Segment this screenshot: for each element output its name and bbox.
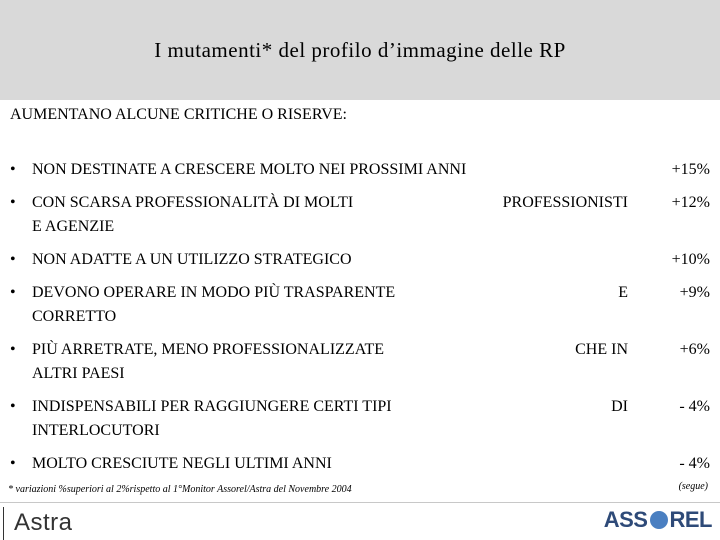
astra-logo bbox=[0, 505, 110, 540]
assorel-logo-text-a: ASS bbox=[603, 507, 648, 532]
bullet-icon: • bbox=[10, 161, 16, 178]
astra-logo-text: Astra bbox=[14, 509, 73, 536]
item-text-right: E bbox=[618, 284, 628, 301]
item-value: +15% bbox=[671, 161, 710, 178]
assorel-logo bbox=[604, 507, 712, 533]
item-text-continued: E AGENZIE bbox=[32, 218, 115, 235]
item-text-right: PROFESSIONISTI bbox=[502, 194, 628, 211]
title-bar bbox=[0, 0, 720, 100]
item-value: - 4% bbox=[679, 398, 710, 415]
item-value: - 4% bbox=[679, 455, 710, 472]
page-title: I mutamenti* del profilo d’immagine delle RP bbox=[154, 37, 566, 62]
item-value: +9% bbox=[679, 284, 710, 301]
section-subtitle: AUMENTANO ALCUNE CRITICHE O RISERVE: bbox=[10, 106, 347, 123]
item-text: NON ADATTE A UN UTILIZZO STRATEGICO bbox=[32, 251, 352, 268]
item-text-continued: INTERLOCUTORI bbox=[32, 422, 160, 439]
item-text: CON SCARSA PROFESSIONALITÀ DI MOLTI bbox=[32, 194, 354, 211]
footnote: * variazioni %superiori al 2%rispetto al 1°Monitor Assorel/Astra del Novembre 2004 bbox=[8, 484, 352, 495]
item-text-right: DI bbox=[611, 398, 628, 415]
bullet-icon: • bbox=[10, 284, 16, 301]
bullet-icon: • bbox=[10, 398, 16, 415]
item-text: MOLTO CRESCIUTE NEGLI ULTIMI ANNI bbox=[32, 455, 332, 472]
bullet-icon: • bbox=[10, 341, 16, 358]
item-text: INDISPENSABILI PER RAGGIUNGERE CERTI TIPI bbox=[32, 398, 392, 415]
bullet-icon: • bbox=[10, 455, 16, 472]
item-text: PIÙ ARRETRATE, MENO PROFESSIONALIZZATE bbox=[32, 341, 385, 358]
item-text: DEVONO OPERARE IN MODO PIÙ TRASPARENTE bbox=[32, 284, 396, 301]
logo-frame-line bbox=[3, 507, 4, 540]
item-text-continued: ALTRI PAESI bbox=[32, 365, 125, 382]
assorel-logo-text-b: REL bbox=[669, 507, 712, 532]
item-value: +12% bbox=[671, 194, 710, 211]
item-text: NON DESTINATE A CRESCERE MOLTO NEI PROSSIMI ANNI bbox=[32, 161, 467, 178]
assorel-dot-icon bbox=[649, 510, 669, 530]
continued-note: (segue) bbox=[678, 481, 708, 492]
bullet-icon: • bbox=[10, 194, 16, 211]
item-text-right: CHE IN bbox=[575, 341, 628, 358]
bullet-icon: • bbox=[10, 251, 16, 268]
item-text-continued: CORRETTO bbox=[32, 308, 117, 325]
item-value: +10% bbox=[671, 251, 710, 268]
item-value: +6% bbox=[679, 341, 710, 358]
footer-divider bbox=[0, 502, 720, 503]
